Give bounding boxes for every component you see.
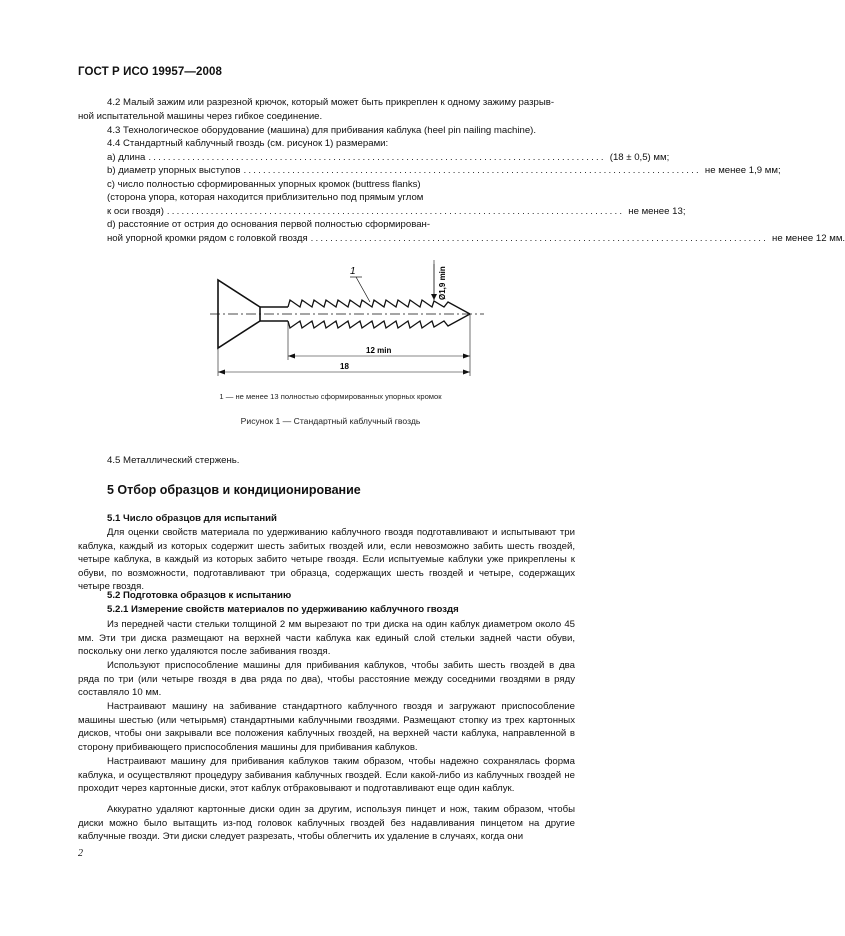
spec-d-label: ной упорной кромки рядом с головкой гвоздя — [107, 233, 308, 244]
diameter-label: Ø1,9 min — [438, 266, 447, 300]
section-5-2-1-title: 5.2.1 Измерение свойств материалов по удерживанию каблучного гвоздя — [107, 604, 459, 615]
spec-c-value: не менее 13; — [628, 206, 686, 217]
para-4-5: 4.5 Металлический стержень. — [107, 455, 240, 466]
para-4-4: 4.4 Стандартный каблучный гвоздь (см. рисунок 1) размерами: — [107, 138, 389, 149]
spec-c-line2: (сторона упора, которая находится приблизительно под прямым углом — [107, 192, 424, 203]
section-5-title: 5 Отбор образцов и кондиционирование — [107, 483, 361, 497]
section-5-2-1-para-2: Используют приспособление машины для прибивания каблуков, чтобы забить шесть гвоздей в два ряда по три (или четыре гвоздя в два ряда по два), чтобы расстояние между соседними гвоздями в ряду составляло 10 мм. — [78, 660, 575, 699]
section-5-2-1-para-4: Настраивают машину для прибивания каблуков таким образом, чтобы надежно сохранялась форма каблука, и осуществляют процедуру забивания каблучных гвоздей. Если какой-либо из каблучных гвоздей не проходит через картонные диски, этот каблук отбраковывают и подготавливают еще один каблук. — [78, 756, 575, 795]
document-header: ГОСТ Р ИСО 19957—2008 — [78, 66, 223, 78]
spec-d-value: не менее 12 мм. — [772, 233, 845, 244]
leader-dots: .............................................................................................. — [243, 165, 701, 176]
nail-figure — [200, 252, 490, 382]
section-5-1-text: Для оценки свойств материала по удерживанию каблучного гвоздя подготавливают и испытывают три каблука, каждый из которых содержит шесть забитых гвоздей или, если невозможно забить шесть гвоздей, четыре каблука, в каждый из которых забито четыре гвоздя. Если испытуемые каблуки уже прикреплены к обуви, по возможности, подготавливают три образца, содержащих шесть гвоздей и четыре, содержащих четыре гвоздя. — [78, 527, 575, 593]
section-5-1-title: 5.1 Число образцов для испытаний — [107, 513, 277, 524]
spec-item-b — [107, 164, 781, 178]
leader-dots: .............................................................................................. — [148, 152, 606, 163]
para-4-2-line1: 4.2 Малый зажим или разрезной крючок, который может быть прикреплен к одному зажиму разрыв- — [107, 97, 555, 108]
section-5-2-1-para-5: Аккуратно удаляют картонные диски один за другим, используя пинцет и нож, таким образом, чтобы диски можно было вытащить из-под головок каблучных гвоздей без надавливания пинцетом на другие каблучные гвозди. Эти диски следует разрезать, чтобы облегчить их удаление в случаях, когда они — [78, 804, 575, 843]
dim-18-label: 18 — [340, 362, 349, 371]
spec-a-label: а) длина — [107, 152, 146, 163]
spec-a-value: (18 ± 0,5) мм; — [609, 152, 670, 163]
callout-number: 1 — [350, 266, 356, 277]
spec-b-value: не менее 1,9 мм; — [704, 165, 781, 176]
leader-dots: .............................................................................................. — [310, 233, 769, 244]
spec-c-line1: c) число полностью сформированных упорных кромок (buttress flanks) — [107, 179, 421, 190]
figure-legend: 1 — не менее 13 полностью сформированных упорных кромок — [219, 392, 442, 401]
para-4-2 — [78, 96, 575, 123]
figure-caption: Рисунок 1 — Стандартный каблучный гвоздь — [240, 416, 421, 426]
spec-c-label: к оси гвоздя) — [107, 206, 164, 217]
section-5-2-1-para-3: Настраивают машину на забивание стандартного каблучного гвоздя и загружают приспособление машины шестью (или четырьмя) стандартными каблучными гвоздями. Размещают стопку из трех картонных дисков, чтобы они закрывали все положения каблучных гвоздей, на верхней части каблука, направленной в сторону прибивающего приспособления машины для прибивания каблуков. — [78, 701, 575, 753]
page-number: 2 — [78, 848, 83, 859]
para-4-2-line2: ной испытательной машины через гибкое соединение. — [78, 110, 323, 122]
para-4-3: 4.3 Технологическое оборудование (машина) для прибивания каблука (heel pin nailing machine). — [107, 125, 537, 136]
spec-item-c — [107, 205, 686, 219]
dim-12-label: 12 min — [366, 346, 392, 355]
section-5-2-1-para-1: Из передней части стельки толщиной 2 мм вырезают по три диска на один каблук диаметром около 45 мм. Эти три диска размещают на верхней части каблука как единый слой стельки задней части обуви, поскольку они легко удаляются после забивания гвоздя. — [78, 619, 575, 658]
spec-item-d — [107, 232, 845, 246]
spec-item-a — [107, 151, 670, 165]
leader-dots: .............................................................................................. — [166, 206, 625, 217]
section-5-2-title: 5.2 Подготовка образцов к испытанию — [107, 590, 292, 601]
spec-b-label: b) диаметр упорных выступов — [107, 165, 241, 176]
spec-d-line1: d) расстояние от острия до основания первой полностью сформирован- — [107, 219, 431, 230]
